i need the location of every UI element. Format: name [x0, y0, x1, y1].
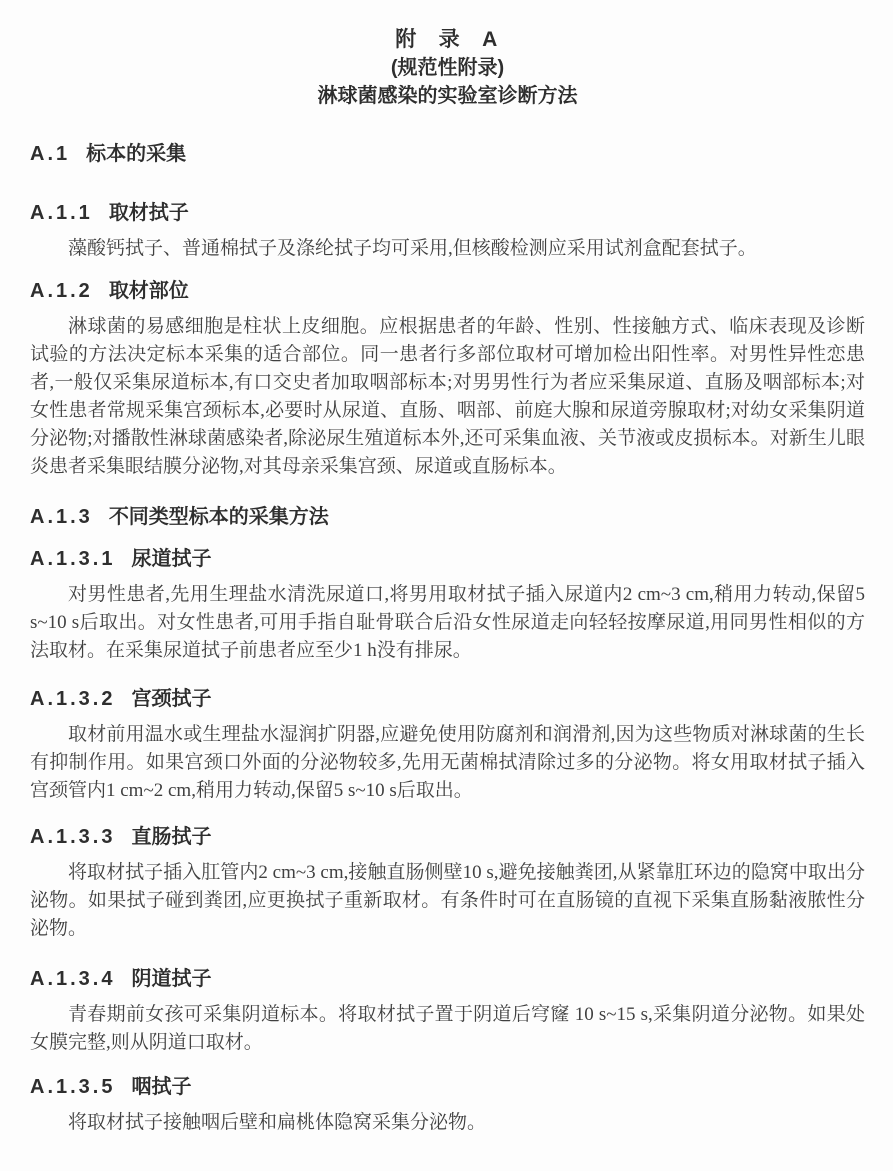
section-a1-3-5-heading-text: 咽拭子: [131, 1076, 192, 1098]
section-a1-3-2-heading-text: 宫颈拭子: [131, 688, 212, 710]
section-a1-3-4-heading: [30, 966, 865, 992]
section-a1-3-3-number: A.1.3.3: [30, 826, 116, 848]
section-a1-1-number: A.1.1: [30, 202, 93, 224]
section-a1-3-3-heading-text: 直肠拭子: [131, 826, 212, 848]
section-a1-3-1-heading: [30, 546, 865, 572]
paragraph-rectal-swab: 将取材拭子插入肛管内2 cm~3 cm,接触直肠侧壁10 s,避免接触粪团,从紧靠肛环边的隐窝中取出分泌物。如果拭子碰到粪团,应更换拭子重新取材。有条件时可在直肠镜的直视下采集直肠黏液脓性分泌物。: [30, 862, 865, 939]
section-a1-2-heading: [30, 278, 865, 304]
section-a1-3-3-heading: [30, 824, 865, 850]
section-a1-1-heading-text: 取材拭子: [108, 202, 189, 224]
section-a1-1: [30, 200, 865, 263]
section-a1-2-heading-text: 取材部位: [108, 280, 189, 302]
section-a1-3-3: [30, 824, 865, 943]
paragraph-vaginal-swab: 青春期前女孩可采集阴道标本。将取材拭子置于阴道后穹窿 10 s~15 s,采集阴道分泌物。如果处女膜完整,则从阴道口取材。: [30, 1004, 865, 1053]
section-a1-3-5: [30, 1074, 865, 1137]
section-a1-3-4-number: A.1.3.4: [30, 968, 116, 990]
section-a1-1-heading: [30, 200, 865, 226]
appendix-subject: 淋球菌感染的实验室诊断方法: [317, 85, 578, 107]
section-a1-3-heading: [30, 504, 865, 530]
section-a1-3-1-number: A.1.3.1: [30, 548, 116, 570]
section-a1-3-2-heading: [30, 686, 865, 712]
section-a1: [30, 141, 865, 167]
section-a1-3-5-heading: [30, 1074, 865, 1100]
appendix-title: 附 录 A: [395, 28, 500, 51]
appendix-subtitle: (规范性附录): [390, 57, 505, 79]
paragraph-sampling-sites: 淋球菌的易感细胞是柱状上皮细胞。应根据患者的年龄、性别、性接触方式、临床表现及诊断试验的方法决定标本采集的适合部位。同一患者行多部位取材可增加检出阳性率。对男性异性恋患者,一般仅采集尿道标本,有口交史者加取咽部标本;对男男性行为者应采集尿道、直肠及咽部标本;对女性患者常规采集宫颈标本,必要时从尿道、直肠、咽部、前庭大腺和尿道旁腺取材;对幼女采集阴道分泌物;对播散性淋球菌感染者,除泌尿生殖道标本外,还可采集血液、关节液或皮损标本。对新生儿眼炎患者采集眼结膜分泌物,对其母亲采集宫颈、尿道或直肠标本。: [30, 316, 865, 477]
paragraph-pharyngeal-swab: 将取材拭子接触咽后壁和扁桃体隐窝采集分泌物。: [68, 1112, 487, 1133]
paragraph-swab-types: 藻酸钙拭子、普通棉拭子及涤纶拭子均可采用,但核酸检测应采用试剂盒配套拭子。: [68, 238, 757, 259]
section-a1-3-1-heading-text: 尿道拭子: [131, 548, 212, 570]
section-a1-3-4-heading-text: 阴道拭子: [131, 968, 212, 990]
section-a1-number: A.1: [30, 143, 71, 165]
section-a1-3-1: [30, 546, 865, 665]
section-a1-3-4: [30, 966, 865, 1057]
section-a1-heading: [30, 141, 865, 167]
paragraph-urethral-swab: 对男性患者,先用生理盐水清洗尿道口,将男用取材拭子插入尿道内2 cm~3 cm,稍用力转动,保留5 s~10 s后取出。对女性患者,可用手指自耻骨联合后沿女性尿道走向轻轻按摩尿道,用同男性相似的方法取材。在采集尿道拭子前患者应至少1 h没有排尿。: [30, 584, 865, 661]
section-a1-2-number: A.1.2: [30, 280, 93, 302]
paragraph-cervical-swab: 取材前用温水或生理盐水湿润扩阴器,应避免使用防腐剂和润滑剂,因为这些物质对淋球菌的生长有抑制作用。如果宫颈口外面的分泌物较多,先用无菌棉拭清除过多的分泌物。将女用取材拭子插入宫颈管内1 cm~2 cm,稍用力转动,保留5 s~10 s后取出。: [30, 724, 865, 801]
section-a1-3-5-number: A.1.3.5: [30, 1076, 116, 1098]
section-a1-3: [30, 504, 865, 530]
section-a1-heading-text: 标本的采集: [86, 143, 187, 165]
section-a1-3-number: A.1.3: [30, 506, 93, 528]
section-a1-2: [30, 278, 865, 481]
section-a1-3-heading-text: 不同类型标本的采集方法: [108, 506, 329, 528]
section-a1-3-2: [30, 686, 865, 805]
section-a1-3-2-number: A.1.3.2: [30, 688, 116, 710]
